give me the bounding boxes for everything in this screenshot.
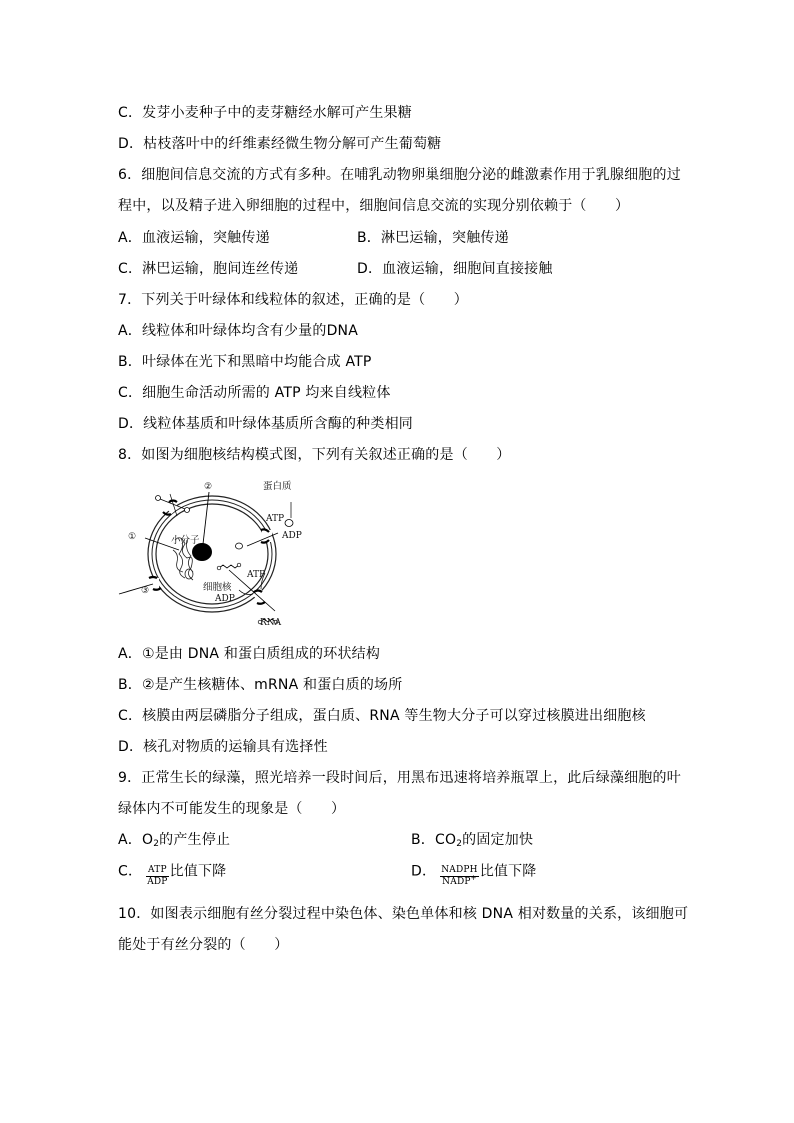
fraction-denominator: ADP [147,877,168,887]
nucleus-structure-diagram [115,478,310,633]
q10-stem-line1: 10．如图表示细胞有丝分裂过程中染色体、染色单体和核 DNA 相对数量的关系，该细胞可 [118,906,689,922]
q8-option-b: B．②是产生核糖体、mRNA 和蛋白质的场所 [118,677,403,693]
diagram-label-nucleus: 细胞核 [203,582,232,593]
q5-option-c: C．发芽小麦种子中的麦芽糖经水解可产生果糖 [118,105,412,121]
diagram-marker-3: ③ [141,586,150,596]
q6-stem-line2: 程中，以及精子进入卵细胞的过程中，细胞间信息交流的实现分别依赖于（ ） [118,198,630,214]
fraction-denominator-text: NADP [442,877,471,887]
diagram-label-protein: 蛋白质 [263,481,292,492]
q7-option-c: C．细胞生命活动所需的 ATP 均来自线粒体 [118,385,391,401]
q9-option-b [411,831,533,853]
q9-option-d-fraction [440,865,479,888]
q8-option-d: D．核孔对物质的运输具有选择性 [118,739,328,755]
diagram-label-small-molecule: 小分子 [171,535,200,546]
diagram-label-atp-bottom: ATP [247,570,266,580]
nucleus-diagram-graphic [115,478,310,633]
q9-option-c-prefix: C． [118,863,143,880]
diagram-marker-1: ① [128,532,137,542]
diagram-marker-2: ② [204,482,213,492]
q10-stem-line2: 能处于有丝分裂的（ ） [118,937,289,953]
fraction-superscript: + [470,874,477,882]
q9-option-b-prefix: B．CO [411,832,457,848]
q9-option-a-subscript: 2 [153,839,160,849]
q9-option-b-text: 的固定加快 [462,832,534,848]
diagram-label-adp-top: ADP [282,531,302,541]
q9-option-c [118,860,227,887]
q9-option-a-prefix: A．O [118,832,154,848]
q7-stem: 7．下列关于叶绿体和线粒体的叙述，正确的是（ ） [118,292,468,308]
q9-option-d-prefix: D． [411,863,437,880]
q9-option-d-text: 比值下降 [479,863,537,880]
q6-option-c: C．淋巴运输，胞间连丝传递 [118,261,299,277]
q8-option-c: C．核膜由两层磷脂分子组成，蛋白质、RNA 等生物大分子可以穿过核膜进出细胞核 [118,708,646,724]
diagram-label-atp-top: ATP [266,514,285,524]
q9-option-c-text: 比值下降 [169,863,227,880]
fraction-numerator: NADPH [441,865,478,875]
diagram-label-adp-bottom: ADP [215,594,235,604]
q6-option-d: D．血液运输，细胞间直接接触 [357,261,553,277]
q8-option-a: A．①是由 DNA 和蛋白质组成的环状结构 [118,646,381,662]
q9-option-c-fraction [146,865,168,888]
q9-option-b-subscript: 2 [456,839,463,849]
q9-option-a [118,831,230,853]
q7-option-b: B．叶绿体在光下和黑暗中均能合成 ATP [118,354,372,370]
fraction-numerator: ATP [148,865,167,875]
q6-option-b: B．淋巴运输，突触传递 [357,230,509,246]
q6-option-a: A．血液运输，突触传递 [118,230,270,246]
q9-option-d [411,860,537,887]
q9-stem-line2: 绿体内不可能发生的现象是（ ） [118,801,346,817]
q7-option-a: A．线粒体和叶绿体均含有少量的DNA [118,323,359,339]
q9-option-a-text: 的产生停止 [159,832,231,848]
diagram-label-rna: RNA [260,618,282,628]
q6-stem-line1: 6．细胞间信息交流的方式有多种。在哺乳动物卵巢细胞分泌的雌激素作用于乳腺细胞的过 [118,167,681,183]
q8-stem: 8．如图为细胞核结构模式图，下列有关叙述正确的是（ ） [118,447,511,463]
q5-option-d: D．枯枝落叶中的纤维素经微生物分解可产生葡萄糖 [118,136,442,152]
q7-option-d: D．线粒体基质和叶绿体基质所含酶的种类相同 [118,416,413,432]
q9-stem-line1: 9．正常生长的绿藻，照光培养一段时间后，用黑布迅速将培养瓶罩上，此后绿藻细胞的叶 [118,770,681,786]
fraction-denominator [440,874,479,888]
